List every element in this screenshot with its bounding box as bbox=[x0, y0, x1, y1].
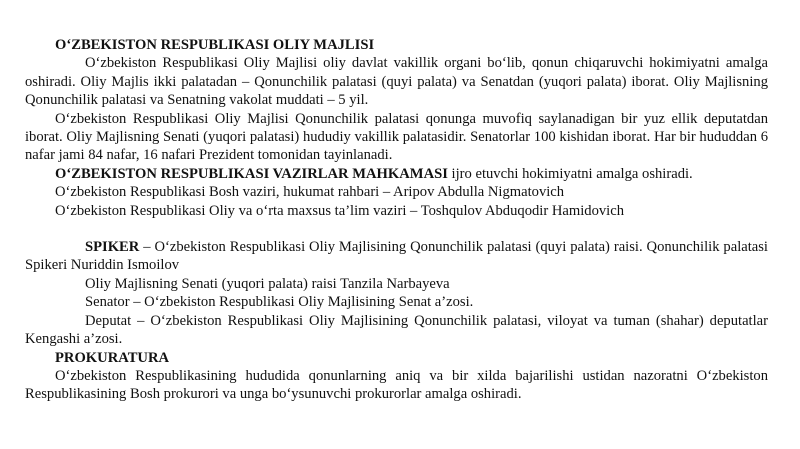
cabinet-heading-tail: ijro etuvchi hokimiyatni amalga oshiradi. bbox=[447, 165, 693, 182]
cabinet-education-minister: O‘zbekiston Respublikasi Oliy va o‘rta maxsus ta’lim vaziri – Toshqulov Abduqodir Hamidovich bbox=[55, 202, 624, 219]
cabinet-heading-line bbox=[25, 165, 768, 183]
deputy-definition: Deputat – O‘zbekiston Respublikasi Oliy Majlisining Qonunchilik palatasi, viloyat va tuman (shahar) deputatlar Kengashi a’zosi. bbox=[25, 312, 768, 348]
paragraph-speaker bbox=[25, 238, 768, 275]
heading-oliy-majlis: O‘ZBEKISTON RESPUBLIKASI OLIY MAJLISI bbox=[55, 37, 375, 53]
paragraph-oliy-majlis-overview: O‘zbekiston Respublikasi Oliy Majlisi oliy davlat vakillik organi bo‘lib, qonun chiqaruvchi hokimiyatni amalga oshiradi. Oliy Majlis ikki palatadan – Qonunchilik palatasi (quyi palata) va Senatdan (yuqori palata) iborat. Oliy Majlisning Qonunchilik palatasi va Senatning vakolat muddati – 5 yil. bbox=[25, 55, 768, 109]
heading-prokuratura: PROKURATURA bbox=[55, 349, 170, 366]
paragraph-oliy-majlis-composition: O‘zbekiston Respublikasi Oliy Majlisi Qonunchilik palatasi qonunga muvofiq saylanadigan bir yuz ellik deputatdan iborat. Oliy Majlisning Senati (yuqori palatasi) hududiy vakillik palatasidir. Senatorlar 100 kishidan iborat. Har bir hududdan 6 nafar jami 84 nafar, 16 nafari Prezident tomonidan tayinlanadi. bbox=[25, 110, 768, 164]
senate-chair: Oliy Majlisning Senati (yuqori palata) raisi Tanzila Narbayeva bbox=[85, 275, 450, 292]
section-spacer bbox=[25, 220, 768, 238]
document-body bbox=[25, 36, 768, 404]
heading-vazirlar-mahkamasi: O‘ZBEKISTON RESPUBLIKASI VAZIRLAR MAHKAMASI bbox=[55, 165, 448, 182]
speaker-definition: – O‘zbekiston Respublikasi Oliy Majlisining Qonunchilik palatasi (quyi palata) raisi. Qonunchilik palatasi Spikeri Nuriddin Ismoilov bbox=[25, 239, 768, 274]
cabinet-prime-minister: O‘zbekiston Respublikasi Bosh vaziri, hukumat rahbari – Aripov Abdulla Nigmatovich bbox=[55, 184, 565, 201]
paragraph-prokuratura: O‘zbekiston Respublikasining hududida qonunlarning aniq va bir xilda bajarilishi ustidan nazoratni O‘zbekiston Respublikasining Bosh prokurori va unga bo‘ysunuvchi prokurorlar amalga oshiradi. bbox=[25, 367, 768, 403]
speaker-term: SPIKER bbox=[85, 239, 140, 256]
senator-definition: Senator – O‘zbekiston Respublikasi Oliy Majlisining Senat a’zosi. bbox=[85, 294, 474, 311]
